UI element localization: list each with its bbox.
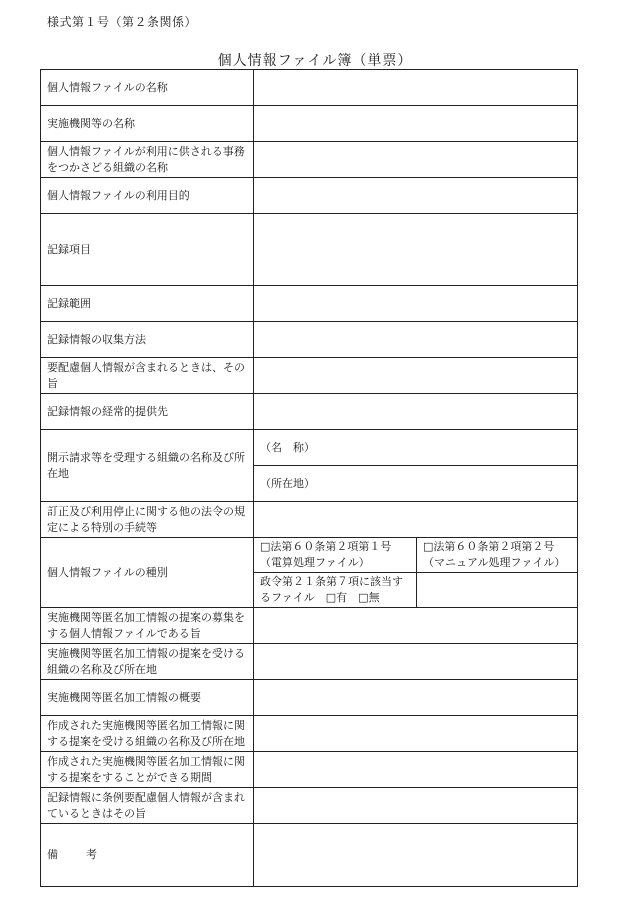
option-manual-file[interactable] bbox=[417, 538, 578, 573]
form-title: 個人情報ファイル簿（単票） bbox=[217, 53, 413, 69]
label-file-type: 個人情報ファイルの種別 bbox=[41, 538, 254, 608]
value-purpose[interactable] bbox=[254, 178, 578, 214]
value-anon-proposal-recruit[interactable] bbox=[254, 608, 578, 644]
value-disclosure-org-name[interactable]: （名 称） bbox=[254, 430, 578, 466]
option-electronic-file[interactable] bbox=[254, 538, 417, 573]
register-table bbox=[40, 69, 578, 887]
remarks-label-text: 備考 bbox=[47, 848, 125, 861]
label-anon-proposal-org: 実施機関等匿名加工情報の提案を受ける組織の名称及び所在地 bbox=[41, 644, 254, 680]
option-manual-file-line1: □法第６０条第２項第２号 bbox=[423, 540, 555, 553]
label-file-name: 個人情報ファイルの名称 bbox=[41, 70, 254, 106]
row-anon-proposal-org bbox=[41, 644, 578, 680]
value-anon-overview[interactable] bbox=[254, 680, 578, 716]
value-created-anon-org[interactable] bbox=[254, 716, 578, 752]
label-created-anon-period: 作成された実施機関等匿名加工情報に関する提案をすることができる期間 bbox=[41, 752, 254, 788]
label-anon-overview: 実施機関等匿名加工情報の概要 bbox=[41, 680, 254, 716]
option-electronic-file-line1: □法第６０条第２項第１号 bbox=[260, 540, 392, 553]
label-agency-name: 実施機関等の名称 bbox=[41, 106, 254, 142]
row-regular-recipients bbox=[41, 394, 578, 430]
row-remarks bbox=[41, 824, 578, 887]
row-file-type bbox=[41, 538, 578, 573]
cabinet-order-line1: 政令第２１条第７項に該当す bbox=[260, 575, 403, 588]
label-created-anon-org: 作成された実施機関等匿名加工情報に関する提案を受ける組織の名称及び所在地 bbox=[41, 716, 254, 752]
value-special-procedures[interactable] bbox=[254, 502, 578, 538]
cabinet-order-blank bbox=[417, 573, 578, 608]
value-disclosure-org-address[interactable]: （所在地） bbox=[254, 466, 578, 502]
row-created-anon-period bbox=[41, 752, 578, 788]
value-collection-method[interactable] bbox=[254, 322, 578, 358]
option-manual-file-line2: （マニュアル処理ファイル） bbox=[423, 556, 566, 569]
cabinet-order-line2: るファイル □有 □無 bbox=[260, 591, 380, 604]
row-disclosure-org-name bbox=[41, 430, 578, 466]
value-record-scope[interactable] bbox=[254, 286, 578, 322]
value-record-items[interactable] bbox=[254, 214, 578, 286]
label-sensitive-info: 要配慮個人情報が含まれるときは、その旨 bbox=[41, 358, 254, 394]
label-collection-method: 記録情報の収集方法 bbox=[41, 322, 254, 358]
row-anon-overview bbox=[41, 680, 578, 716]
value-sensitive-info[interactable] bbox=[254, 358, 578, 394]
label-remarks bbox=[41, 824, 254, 887]
cabinet-order-cell[interactable] bbox=[254, 573, 417, 608]
value-file-name[interactable] bbox=[254, 70, 578, 106]
value-remarks[interactable] bbox=[254, 824, 578, 887]
row-anon-proposal-recruit bbox=[41, 608, 578, 644]
row-purpose bbox=[41, 178, 578, 214]
label-managing-org: 個人情報ファイルが利用に供される事務をつかさどる組織の名称 bbox=[41, 142, 254, 178]
label-regular-recipients: 記録情報の経常的提供先 bbox=[41, 394, 254, 430]
value-ordinance-sensitive[interactable] bbox=[254, 788, 578, 824]
label-ordinance-sensitive: 記録情報に条例要配慮個人情報が含まれているときはその旨 bbox=[41, 788, 254, 824]
row-sensitive-info bbox=[41, 358, 578, 394]
row-file-name bbox=[41, 70, 578, 106]
label-record-items: 記録項目 bbox=[41, 214, 254, 286]
row-collection-method bbox=[41, 322, 578, 358]
value-managing-org[interactable] bbox=[254, 142, 578, 178]
row-created-anon-org bbox=[41, 716, 578, 752]
row-special-procedures bbox=[41, 502, 578, 538]
label-record-scope: 記録範囲 bbox=[41, 286, 254, 322]
label-purpose: 個人情報ファイルの利用目的 bbox=[41, 178, 254, 214]
value-anon-proposal-org[interactable] bbox=[254, 644, 578, 680]
row-ordinance-sensitive bbox=[41, 788, 578, 824]
form-number: 様式第１号（第２条関係） bbox=[47, 15, 198, 29]
value-created-anon-period[interactable] bbox=[254, 752, 578, 788]
label-special-procedures: 訂正及び利用停止に関する他の法令の規定による特別の手続等 bbox=[41, 502, 254, 538]
option-electronic-file-line2: （電算処理ファイル） bbox=[260, 556, 370, 569]
row-agency-name bbox=[41, 106, 578, 142]
value-agency-name[interactable] bbox=[254, 106, 578, 142]
label-anon-proposal-recruit: 実施機関等匿名加工情報の提案の募集をする個人情報ファイルである旨 bbox=[41, 608, 254, 644]
value-regular-recipients[interactable] bbox=[254, 394, 578, 430]
label-disclosure-org: 開示請求等を受理する組織の名称及び所在地 bbox=[41, 430, 254, 502]
row-record-scope bbox=[41, 286, 578, 322]
row-managing-org bbox=[41, 142, 578, 178]
row-record-items bbox=[41, 214, 578, 286]
